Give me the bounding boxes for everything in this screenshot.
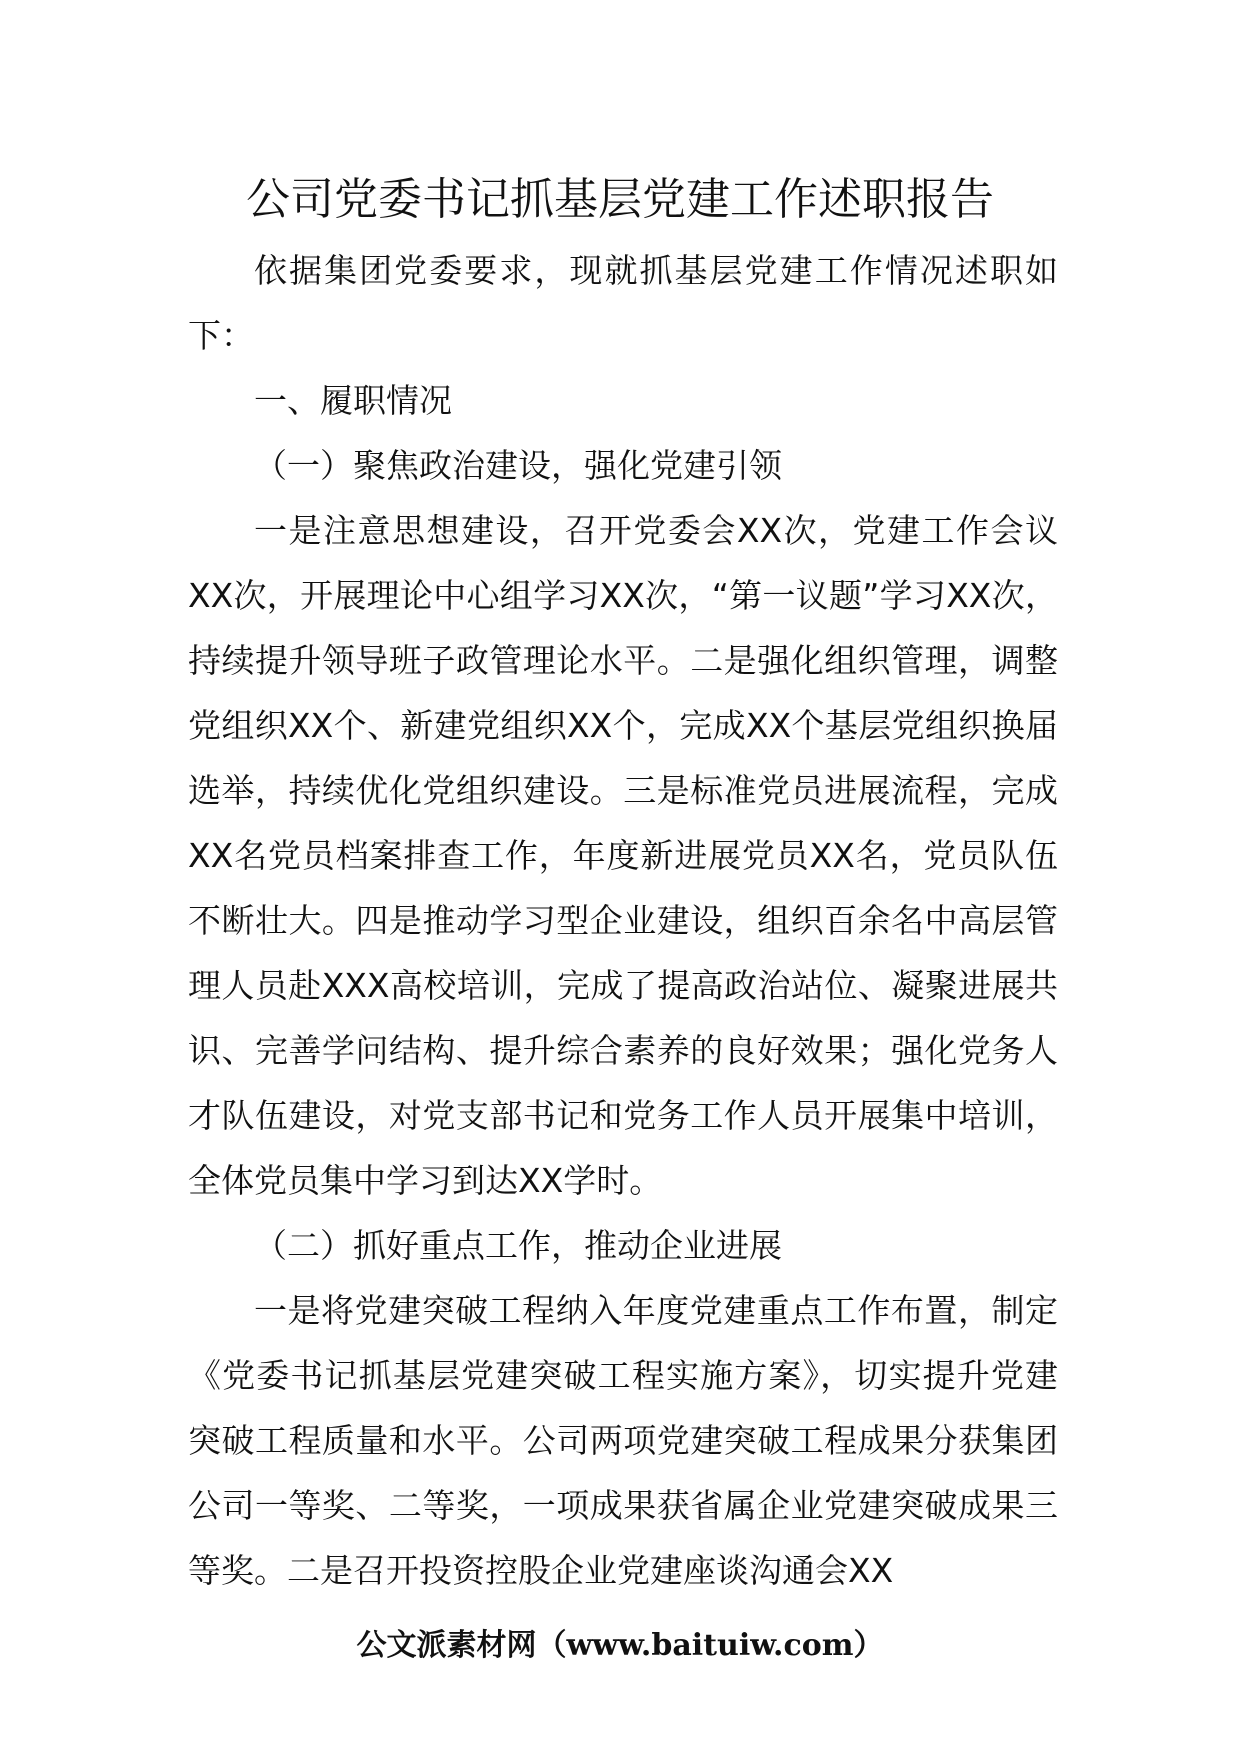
section-heading-1: 一、履职情况 [254, 381, 452, 420]
subsection-body-1: 一是注意思想建设，召开党委会XX次，党建工作会议XX次，开展理论中心组学习XX次，“第一议题”学习XX次，持续提升领导班子政管理论水平。二是强化组织管理，调整党组织XX个、新建党组织XX个，完成XX个基层党组织换届选举，持续优化党组织建设。三是标准党员进展流程，完成XX名党员档案排查工作，年度新进展党员XX名，党员队伍不断壮大。四是推动学习型企业建设，组织百余名中高层管理人员赴XXX高校培训，完成了提高政治站位、凝聚进展共识、完善学问结构、提升综合素养的良好效果；强化党务人才队伍建设，对党支部书记和党务工作人员开展集中培训，全体党员集中学习到达XX学时。 [188, 511, 1058, 1200]
subsection-body-2: 一是将党建突破工程纳入年度党建重点工作布置，制定《党委书记抓基层党建突破工程实施方案》，切实提升党建突破工程质量和水平。公司两项党建突破工程成果分获集团公司一等奖、二等奖，一项成果获省属企业党建突破成果三等奖。二是召开投资控股企业党建座谈沟通会XX [188, 1291, 1058, 1590]
document-body [188, 238, 1058, 1603]
footer-watermark: 公文派素材网（www.baituiw.com） [356, 1628, 884, 1663]
subsection-heading-2: （二）抓好重点工作，推动企业进展 [254, 1226, 782, 1265]
intro-paragraph: 依据集团党委要求，现就抓基层党建工作情况述职如下： [188, 251, 1058, 355]
document-title: 公司党委书记抓基层党建工作述职报告 [246, 174, 994, 225]
subsection-heading-1: （一）聚焦政治建设，强化党建引领 [254, 446, 782, 485]
